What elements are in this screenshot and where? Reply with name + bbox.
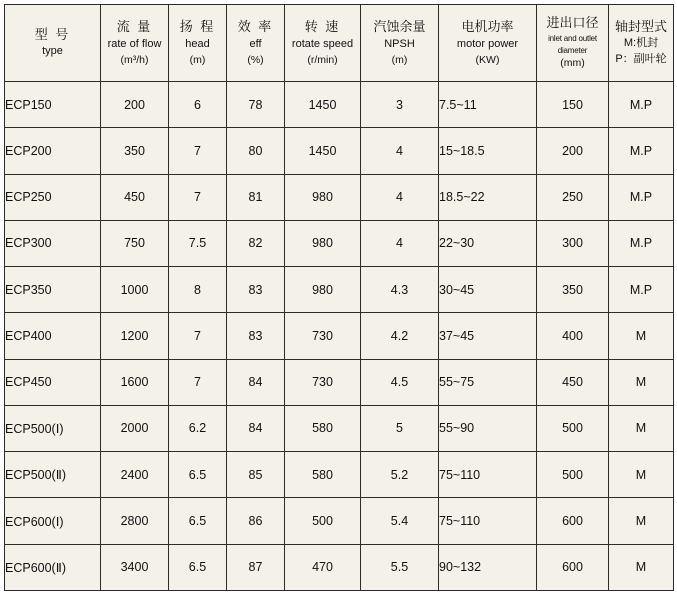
column-header-diameter-cn: 进出口径 (546, 15, 599, 31)
cell-type: ECP200 (5, 128, 101, 174)
column-header-head-cn: 扬 程 (179, 19, 216, 34)
cell-diameter: 500 (537, 405, 609, 451)
cell-motor_power: 22~30 (439, 220, 537, 266)
cell-motor_power: 7.5~11 (439, 82, 537, 128)
column-header-seal-type (609, 5, 674, 82)
cell-motor_power: 30~45 (439, 267, 537, 313)
cell-seal_type: M.P (609, 267, 674, 313)
cell-type: ECP350 (5, 267, 101, 313)
cell-rate_of_flow: 3400 (101, 544, 169, 590)
table-row (5, 405, 674, 451)
column-header-type (5, 5, 101, 82)
cell-motor_power: 37~45 (439, 313, 537, 359)
cell-rate_of_flow: 2800 (101, 498, 169, 544)
cell-rotate_speed: 730 (285, 313, 361, 359)
cell-seal_type: M.P (609, 220, 674, 266)
cell-rate_of_flow: 200 (101, 82, 169, 128)
column-header-seal-type-line2: M:机封 (623, 37, 659, 50)
cell-eff: 87 (227, 544, 285, 590)
table-row (5, 313, 674, 359)
column-header-motor-power-unit: (KW) (475, 53, 500, 66)
cell-seal_type: M (609, 359, 674, 405)
column-header-head (169, 5, 227, 82)
column-header-eff (227, 5, 285, 82)
cell-rate_of_flow: 1000 (101, 267, 169, 313)
cell-seal_type: M (609, 498, 674, 544)
table-row (5, 544, 674, 590)
cell-diameter: 250 (537, 174, 609, 220)
cell-motor_power: 15~18.5 (439, 128, 537, 174)
pump-specification-table (4, 4, 674, 591)
table-row (5, 220, 674, 266)
cell-rotate_speed: 1450 (285, 128, 361, 174)
cell-rate_of_flow: 2400 (101, 452, 169, 498)
column-header-head-en: head (185, 37, 210, 50)
column-header-rate-of-flow-unit: (m³/h) (120, 53, 149, 66)
cell-head: 6.2 (169, 405, 227, 451)
column-header-npsh-en: NPSH (384, 37, 415, 50)
column-header-type-en: type (42, 45, 63, 58)
cell-diameter: 600 (537, 498, 609, 544)
table-header (5, 5, 674, 82)
cell-rate_of_flow: 750 (101, 220, 169, 266)
cell-npsh: 4 (361, 220, 439, 266)
column-header-npsh-cn: 汽蚀余量 (373, 19, 426, 34)
cell-type: ECP600(Ⅱ) (5, 544, 101, 590)
cell-eff: 83 (227, 267, 285, 313)
cell-diameter: 200 (537, 128, 609, 174)
cell-rotate_speed: 980 (285, 220, 361, 266)
column-header-rate-of-flow-cn: 流 量 (116, 19, 153, 34)
cell-motor_power: 90~132 (439, 544, 537, 590)
column-header-eff-cn: 效 率 (237, 19, 274, 34)
cell-rotate_speed: 730 (285, 359, 361, 405)
cell-seal_type: M (609, 405, 674, 451)
table-row (5, 267, 674, 313)
cell-eff: 83 (227, 313, 285, 359)
table-body (5, 82, 674, 591)
cell-eff: 78 (227, 82, 285, 128)
column-header-rotate-speed-en: rotate speed (291, 37, 354, 50)
cell-npsh: 3 (361, 82, 439, 128)
cell-head: 7 (169, 313, 227, 359)
cell-type: ECP300 (5, 220, 101, 266)
cell-npsh: 5.4 (361, 498, 439, 544)
cell-seal_type: M.P (609, 128, 674, 174)
cell-rotate_speed: 580 (285, 405, 361, 451)
cell-rotate_speed: 500 (285, 498, 361, 544)
column-header-diameter-unit: (mm) (560, 57, 585, 70)
column-header-motor-power (439, 5, 537, 82)
cell-npsh: 4.5 (361, 359, 439, 405)
cell-diameter: 300 (537, 220, 609, 266)
cell-seal_type: M (609, 313, 674, 359)
column-header-diameter (537, 5, 609, 82)
column-header-head-unit: (m) (189, 53, 206, 66)
cell-head: 6 (169, 82, 227, 128)
column-header-rate-of-flow (101, 5, 169, 82)
cell-type: ECP500(Ⅱ) (5, 452, 101, 498)
cell-rate_of_flow: 2000 (101, 405, 169, 451)
cell-eff: 84 (227, 359, 285, 405)
cell-head: 7.5 (169, 220, 227, 266)
table-row (5, 82, 674, 128)
table-row (5, 359, 674, 405)
cell-rotate_speed: 470 (285, 544, 361, 590)
column-header-diameter-en: inlet and outlet diameter (548, 34, 597, 55)
column-header-rotate-speed-cn: 转 速 (304, 19, 341, 34)
column-header-motor-power-cn: 电机功率 (461, 19, 514, 34)
cell-seal_type: M (609, 452, 674, 498)
cell-eff: 81 (227, 174, 285, 220)
cell-rotate_speed: 980 (285, 267, 361, 313)
cell-head: 8 (169, 267, 227, 313)
column-header-rotate-speed (285, 5, 361, 82)
cell-npsh: 4.3 (361, 267, 439, 313)
cell-type: ECP150 (5, 82, 101, 128)
cell-rotate_speed: 1450 (285, 82, 361, 128)
cell-head: 6.5 (169, 452, 227, 498)
cell-head: 7 (169, 359, 227, 405)
cell-npsh: 5.5 (361, 544, 439, 590)
table-row (5, 452, 674, 498)
cell-diameter: 500 (537, 452, 609, 498)
table-row (5, 174, 674, 220)
column-header-eff-unit: (%) (247, 53, 264, 66)
column-header-type-cn: 型 号 (34, 26, 71, 42)
cell-motor_power: 55~90 (439, 405, 537, 451)
cell-motor_power: 75~110 (439, 498, 537, 544)
cell-seal_type: M (609, 544, 674, 590)
cell-npsh: 4 (361, 174, 439, 220)
cell-rate_of_flow: 1600 (101, 359, 169, 405)
cell-diameter: 150 (537, 82, 609, 128)
column-header-rotate-speed-unit: (r/min) (307, 53, 338, 66)
cell-eff: 82 (227, 220, 285, 266)
cell-npsh: 4.2 (361, 313, 439, 359)
cell-rate_of_flow: 350 (101, 128, 169, 174)
cell-diameter: 350 (537, 267, 609, 313)
cell-diameter: 450 (537, 359, 609, 405)
cell-npsh: 5 (361, 405, 439, 451)
table-header-row (5, 5, 674, 82)
column-header-motor-power-en: motor power (456, 37, 519, 50)
cell-rotate_speed: 980 (285, 174, 361, 220)
column-header-npsh (361, 5, 439, 82)
cell-motor_power: 55~75 (439, 359, 537, 405)
cell-rotate_speed: 580 (285, 452, 361, 498)
cell-eff: 84 (227, 405, 285, 451)
column-header-eff-en: eff (249, 37, 262, 50)
cell-eff: 85 (227, 452, 285, 498)
column-header-seal-type-line3: P：副叶轮 (615, 53, 667, 66)
cell-head: 7 (169, 174, 227, 220)
cell-npsh: 4 (361, 128, 439, 174)
column-header-rate-of-flow-en: rate of flow (107, 37, 162, 50)
cell-motor_power: 18.5~22 (439, 174, 537, 220)
cell-rate_of_flow: 1200 (101, 313, 169, 359)
cell-diameter: 400 (537, 313, 609, 359)
table-row (5, 128, 674, 174)
cell-seal_type: M.P (609, 174, 674, 220)
cell-eff: 86 (227, 498, 285, 544)
cell-head: 6.5 (169, 498, 227, 544)
cell-npsh: 5.2 (361, 452, 439, 498)
cell-eff: 80 (227, 128, 285, 174)
table-row (5, 498, 674, 544)
cell-seal_type: M.P (609, 82, 674, 128)
column-header-seal-type-cn: 轴封型式 (614, 18, 667, 34)
cell-motor_power: 75~110 (439, 452, 537, 498)
cell-head: 7 (169, 128, 227, 174)
cell-rate_of_flow: 450 (101, 174, 169, 220)
cell-type: ECP250 (5, 174, 101, 220)
cell-type: ECP400 (5, 313, 101, 359)
column-header-npsh-unit: (m) (391, 53, 408, 66)
cell-head: 6.5 (169, 544, 227, 590)
cell-type: ECP450 (5, 359, 101, 405)
cell-type: ECP500(Ⅰ) (5, 405, 101, 451)
cell-type: ECP600(Ⅰ) (5, 498, 101, 544)
cell-diameter: 600 (537, 544, 609, 590)
